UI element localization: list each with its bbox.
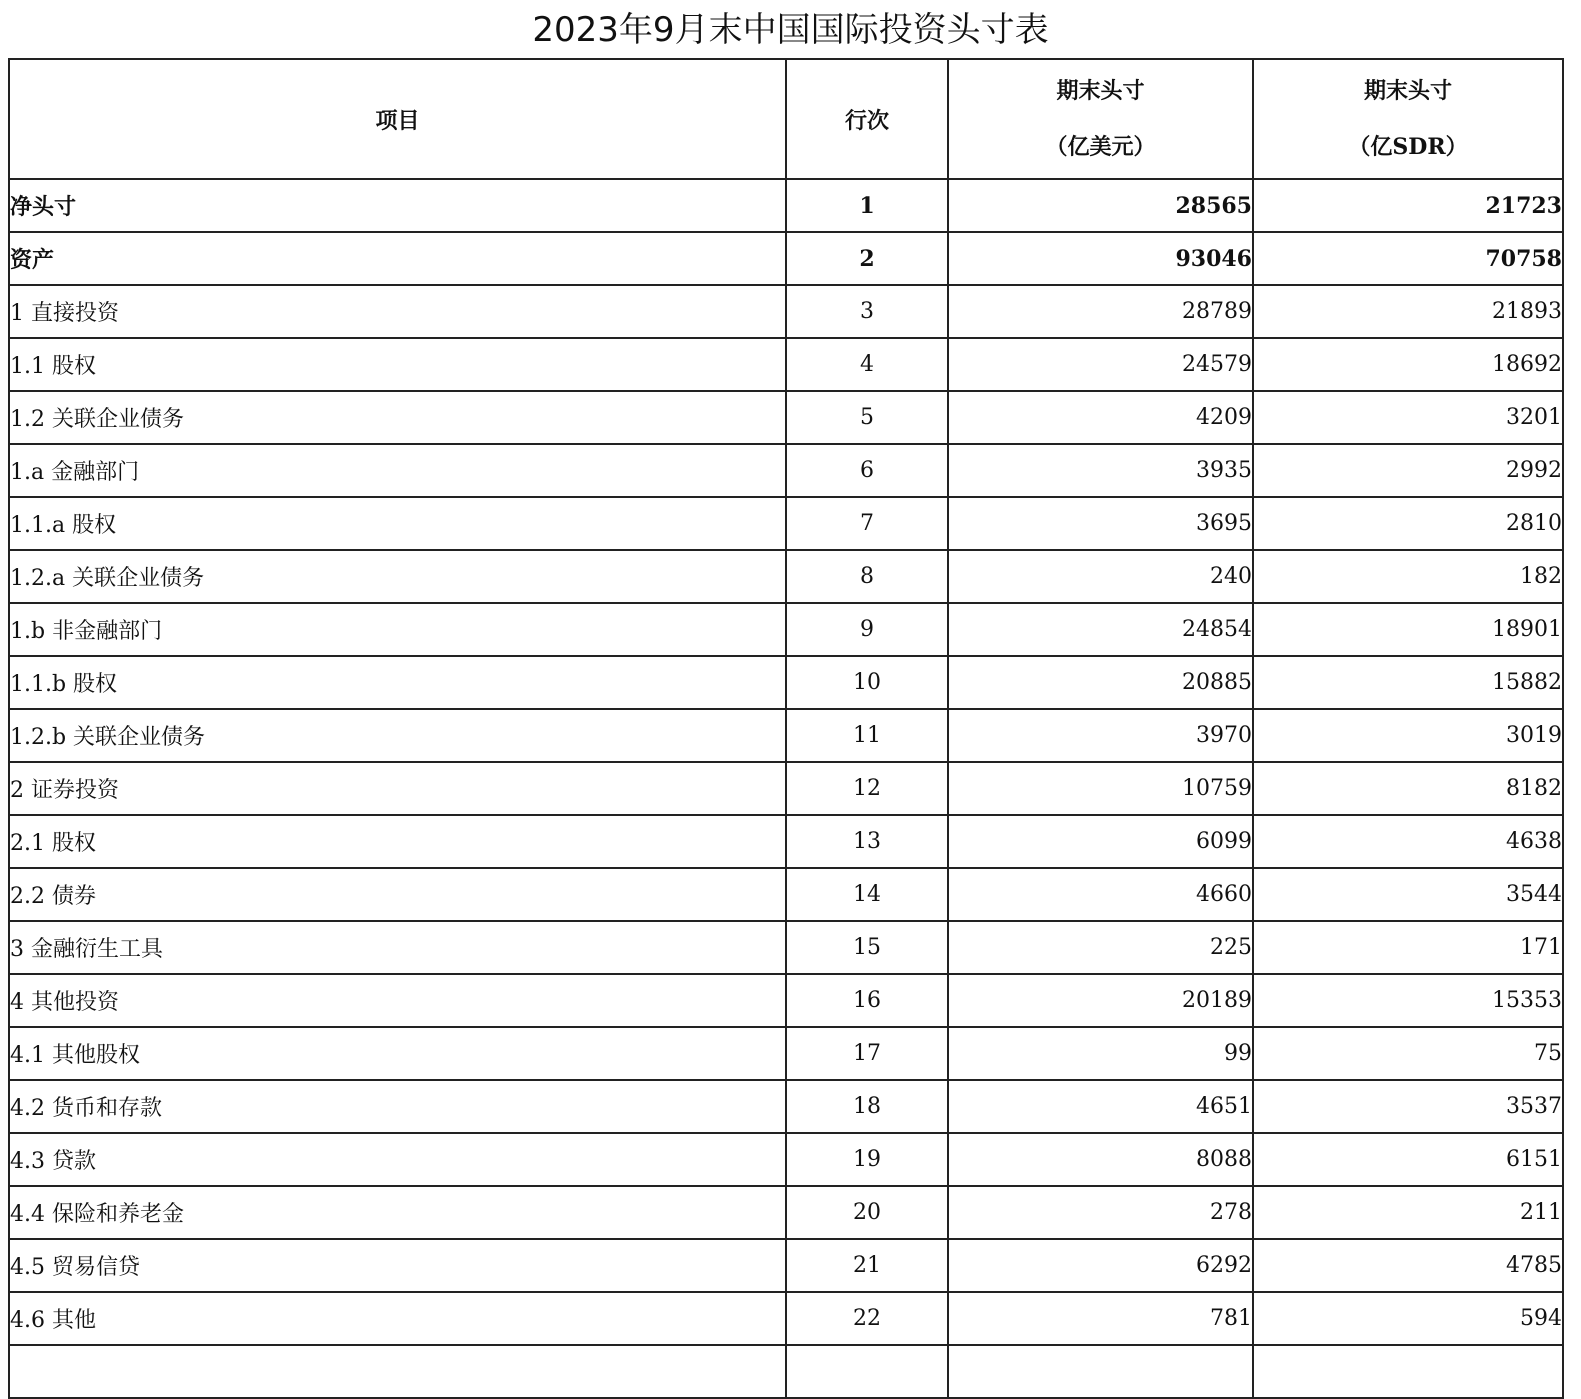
- row-usd-value: 3970: [948, 709, 1253, 762]
- row-item: 1.1.a 股权: [9, 497, 786, 550]
- row-item: 4 其他投资: [9, 974, 786, 1027]
- header-sdr: [1253, 59, 1563, 179]
- row-sdr-value: 4785: [1253, 1239, 1563, 1292]
- row-number: 18: [786, 1080, 948, 1133]
- table-row: [9, 232, 1563, 285]
- row-sdr-value: 2810: [1253, 497, 1563, 550]
- row-sdr-value: 171: [1253, 921, 1563, 974]
- row-number: 1: [786, 179, 948, 232]
- row-sdr-value: 3201: [1253, 391, 1563, 444]
- table-row: [9, 709, 1563, 762]
- table-row: [9, 179, 1563, 232]
- row-number: 14: [786, 868, 948, 921]
- row-usd-value: 3695: [948, 497, 1253, 550]
- table-row: [9, 603, 1563, 656]
- row-number: 7: [786, 497, 948, 550]
- row-usd-value: 24854: [948, 603, 1253, 656]
- row-number: 11: [786, 709, 948, 762]
- row-sdr-value: 4638: [1253, 815, 1563, 868]
- row-item: 4.2 货币和存款: [9, 1080, 786, 1133]
- row-sdr-value: 18692: [1253, 338, 1563, 391]
- row-sdr-value: 15882: [1253, 656, 1563, 709]
- table-row: [9, 921, 1563, 974]
- row-sdr-value: 6151: [1253, 1133, 1563, 1186]
- row-usd-value: 240: [948, 550, 1253, 603]
- row-item: 1.b 非金融部门: [9, 603, 786, 656]
- header-usd-title: 期末头寸: [1056, 78, 1145, 104]
- header-usd: [948, 59, 1253, 179]
- table-row: [9, 444, 1563, 497]
- row-item: 1.2.a 关联企业债务: [9, 550, 786, 603]
- row-number: 9: [786, 603, 948, 656]
- row-item: 4.6 其他: [9, 1292, 786, 1345]
- table-row: [9, 815, 1563, 868]
- row-item: 2.1 股权: [9, 815, 786, 868]
- row-sdr-value: 70758: [1253, 232, 1563, 285]
- row-sdr-empty: [1253, 1345, 1563, 1398]
- header-item: 项目: [9, 59, 786, 179]
- table-row: [9, 868, 1563, 921]
- row-usd-value: 99: [948, 1027, 1253, 1080]
- row-sdr-value: 594: [1253, 1292, 1563, 1345]
- row-usd-value: 6292: [948, 1239, 1253, 1292]
- row-number: 6: [786, 444, 948, 497]
- row-usd-value: 781: [948, 1292, 1253, 1345]
- row-usd-value: 6099: [948, 815, 1253, 868]
- table-row: [9, 1239, 1563, 1292]
- row-number: 5: [786, 391, 948, 444]
- row-sdr-value: 3537: [1253, 1080, 1563, 1133]
- table-row: [9, 497, 1563, 550]
- row-usd-value: 10759: [948, 762, 1253, 815]
- row-number: 3: [786, 285, 948, 338]
- row-item: 2 证券投资: [9, 762, 786, 815]
- row-number: 16: [786, 974, 948, 1027]
- row-number: 17: [786, 1027, 948, 1080]
- row-number: 12: [786, 762, 948, 815]
- row-sdr-value: 211: [1253, 1186, 1563, 1239]
- row-sdr-value: 15353: [1253, 974, 1563, 1027]
- row-sdr-value: 21723: [1253, 179, 1563, 232]
- row-item: 1.a 金融部门: [9, 444, 786, 497]
- row-number: 8: [786, 550, 948, 603]
- row-number-empty: [786, 1345, 948, 1398]
- row-sdr-value: 2992: [1253, 444, 1563, 497]
- table-row: [9, 762, 1563, 815]
- iip-table: [8, 58, 1564, 1399]
- row-number: 19: [786, 1133, 948, 1186]
- row-item: 4.4 保险和养老金: [9, 1186, 786, 1239]
- header-sdr-unit: （亿SDR）: [1348, 134, 1468, 160]
- row-item: 2.2 债券: [9, 868, 786, 921]
- row-usd-value: 278: [948, 1186, 1253, 1239]
- row-item: 3 金融衍生工具: [9, 921, 786, 974]
- row-usd-value: 28789: [948, 285, 1253, 338]
- table-row: [9, 550, 1563, 603]
- row-usd-value: 93046: [948, 232, 1253, 285]
- row-sdr-value: 8182: [1253, 762, 1563, 815]
- row-number: 2: [786, 232, 948, 285]
- table-row: [9, 974, 1563, 1027]
- row-item: 资产: [9, 232, 786, 285]
- row-item: 4.3 贷款: [9, 1133, 786, 1186]
- row-number: 21: [786, 1239, 948, 1292]
- row-usd-empty: [948, 1345, 1253, 1398]
- table-row: [9, 1080, 1563, 1133]
- row-item: 4.1 其他股权: [9, 1027, 786, 1080]
- row-item: 1.2.b 关联企业债务: [9, 709, 786, 762]
- table-row-partial: [9, 1345, 1563, 1398]
- row-usd-value: 24579: [948, 338, 1253, 391]
- row-usd-value: 20885: [948, 656, 1253, 709]
- row-usd-value: 8088: [948, 1133, 1253, 1186]
- row-item: 1 直接投资: [9, 285, 786, 338]
- row-sdr-value: 3544: [1253, 868, 1563, 921]
- row-item: 1.1.b 股权: [9, 656, 786, 709]
- table-row: [9, 285, 1563, 338]
- row-item: 4.5 贸易信贷: [9, 1239, 786, 1292]
- row-item-empty: [9, 1345, 786, 1398]
- row-item: 1.1 股权: [9, 338, 786, 391]
- row-number: 22: [786, 1292, 948, 1345]
- row-item: 1.2 关联企业债务: [9, 391, 786, 444]
- row-usd-value: 3935: [948, 444, 1253, 497]
- header-usd-unit: （亿美元）: [1045, 134, 1156, 160]
- row-number: 4: [786, 338, 948, 391]
- row-sdr-value: 75: [1253, 1027, 1563, 1080]
- row-usd-value: 28565: [948, 179, 1253, 232]
- row-number: 10: [786, 656, 948, 709]
- row-usd-value: 4651: [948, 1080, 1253, 1133]
- table-row: [9, 1133, 1563, 1186]
- table-title: 2023年9月末中国国际投资头寸表: [532, 10, 1049, 50]
- row-usd-value: 225: [948, 921, 1253, 974]
- header-sdr-title: 期末头寸: [1363, 78, 1452, 104]
- table-row: [9, 1186, 1563, 1239]
- row-number: 15: [786, 921, 948, 974]
- row-sdr-value: 21893: [1253, 285, 1563, 338]
- header-row: [9, 59, 1563, 179]
- row-number: 20: [786, 1186, 948, 1239]
- table-row: [9, 338, 1563, 391]
- row-item: 净头寸: [9, 179, 786, 232]
- table-row: [9, 656, 1563, 709]
- row-sdr-value: 182: [1253, 550, 1563, 603]
- row-usd-value: 4209: [948, 391, 1253, 444]
- row-sdr-value: 3019: [1253, 709, 1563, 762]
- row-usd-value: 20189: [948, 974, 1253, 1027]
- table-row: [9, 1292, 1563, 1345]
- table-row: [9, 1027, 1563, 1080]
- row-number: 13: [786, 815, 948, 868]
- table-row: [9, 391, 1563, 444]
- row-usd-value: 4660: [948, 868, 1253, 921]
- header-row-number: 行次: [786, 59, 948, 179]
- row-sdr-value: 18901: [1253, 603, 1563, 656]
